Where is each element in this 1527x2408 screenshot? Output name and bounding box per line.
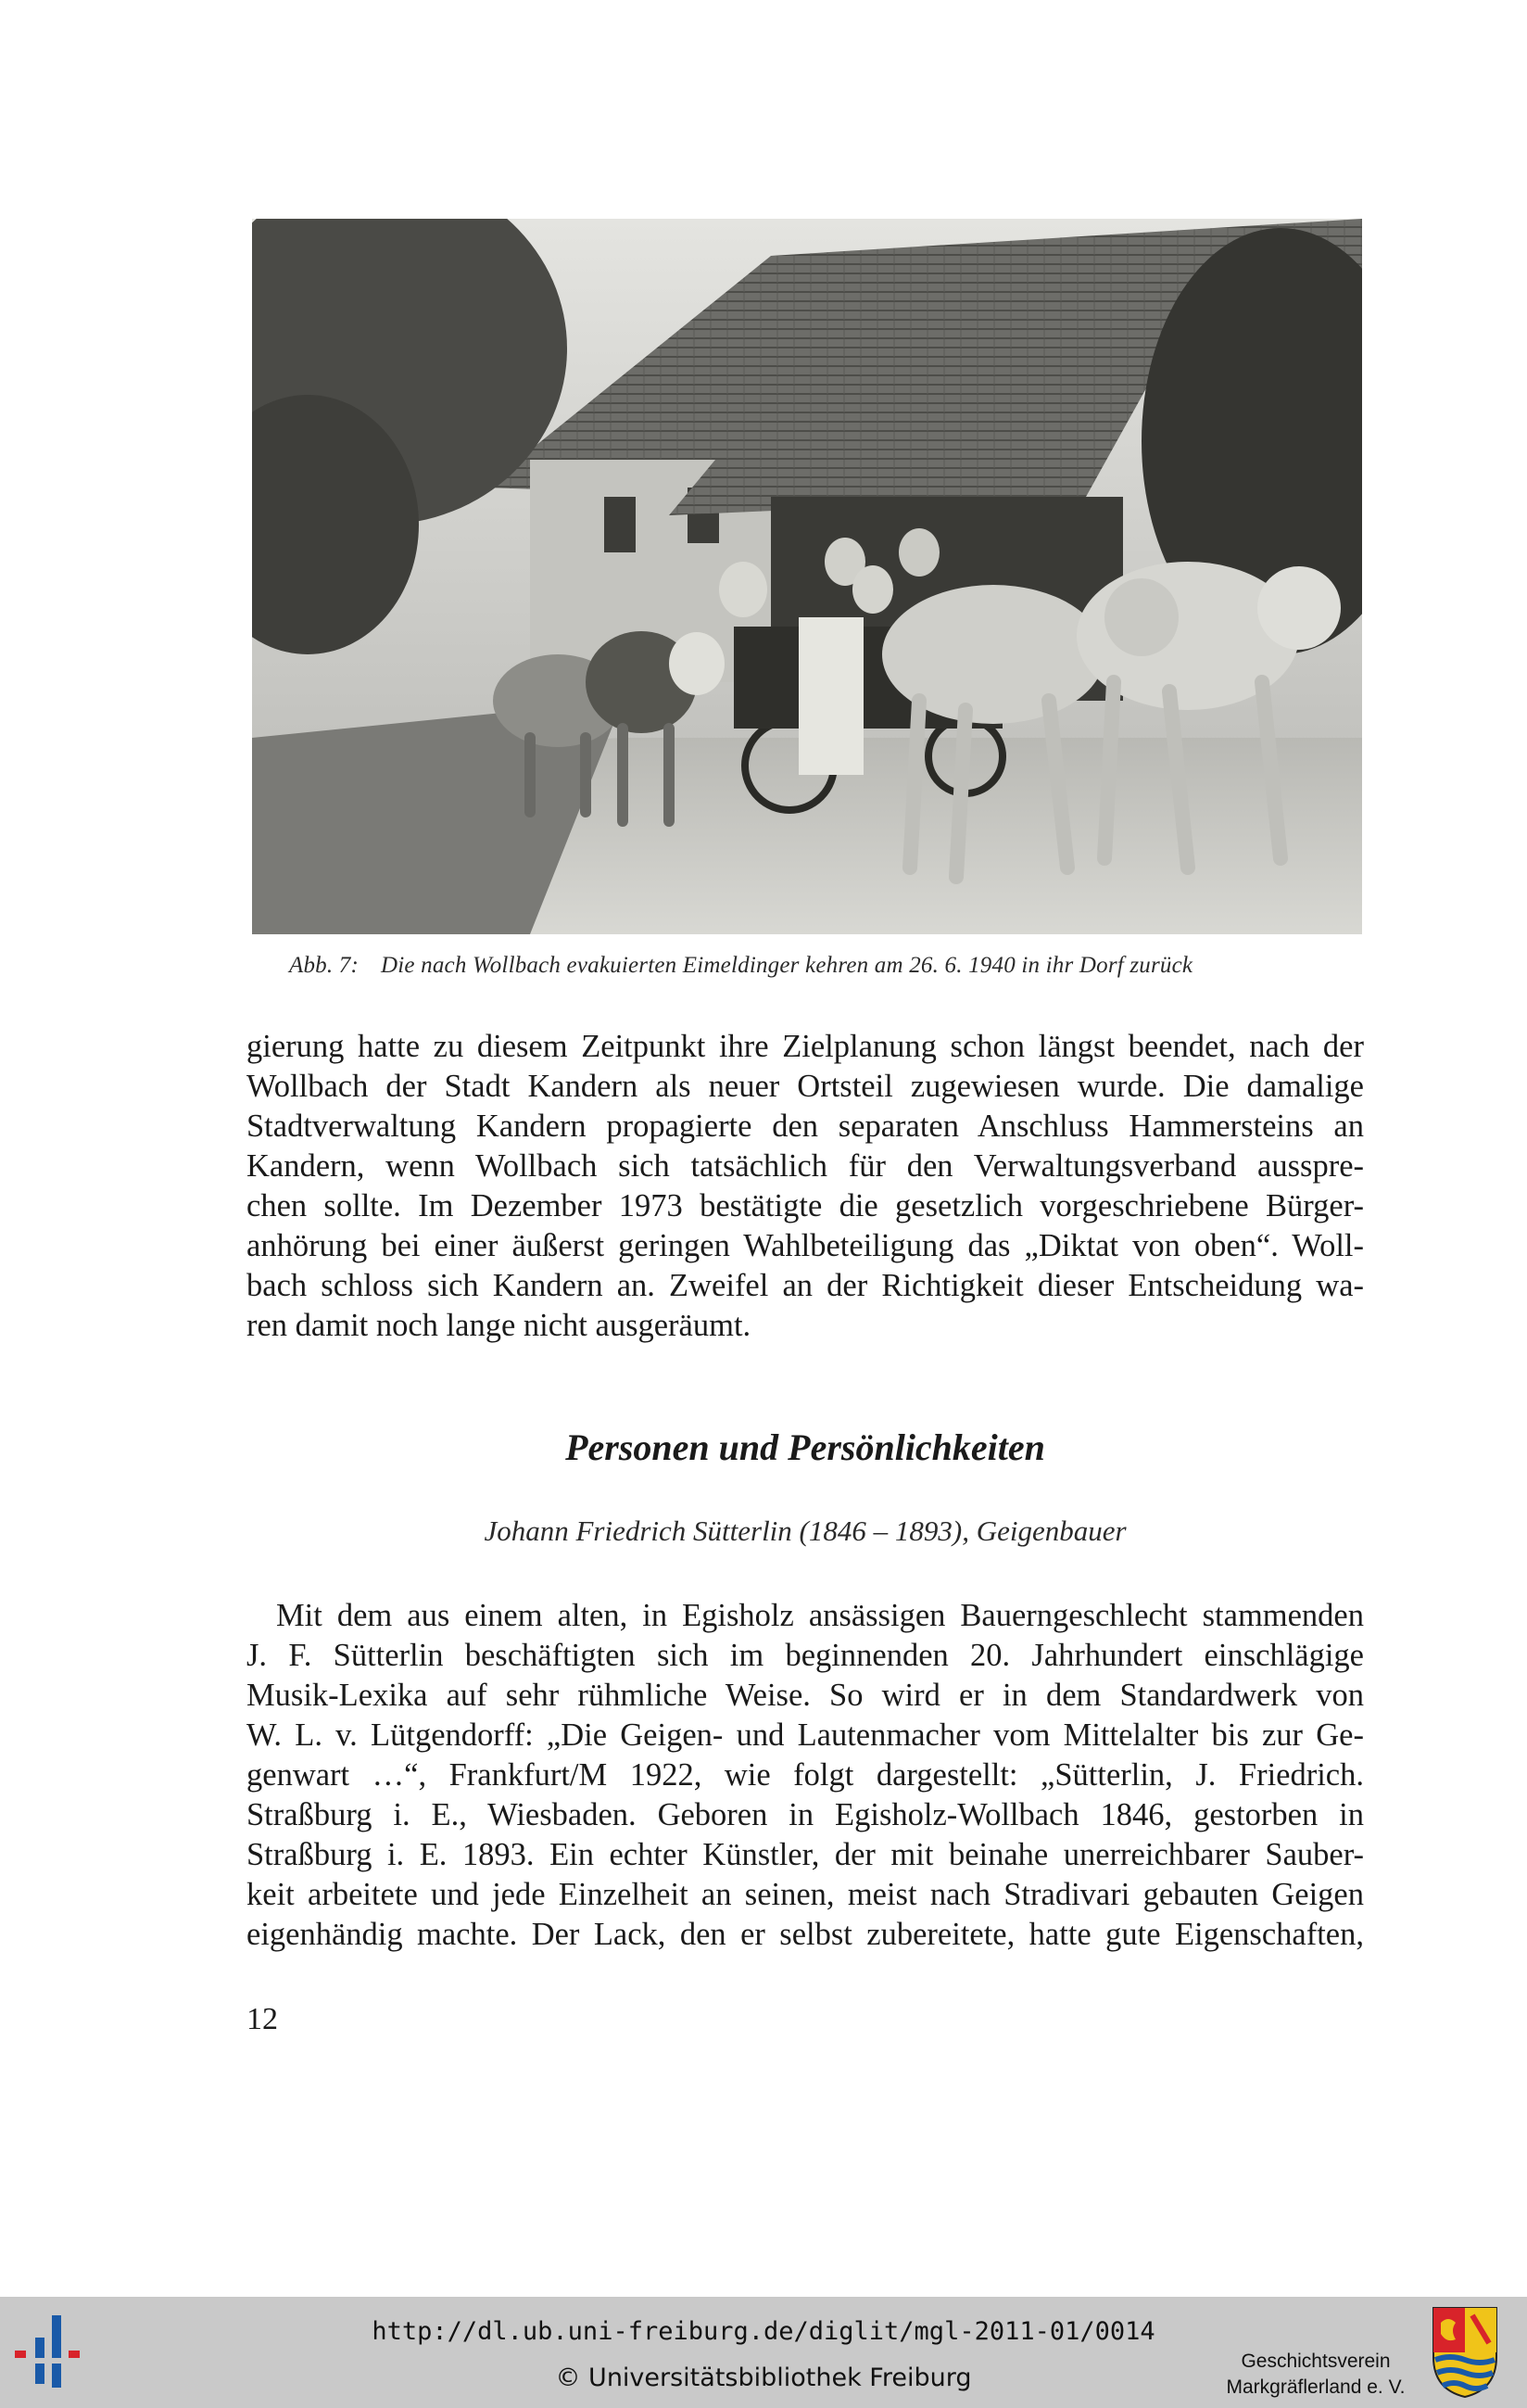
society-name	[1205, 2349, 1427, 2401]
text-line: Stadtverwaltung Kandern propagierte den separaten Anschluss Hammersteins an	[246, 1109, 1364, 1144]
paragraph-municipal-reform	[246, 1027, 1364, 1346]
text-line: Straßburg i. E., Wiesbaden. Geboren in Egisholz-Wollbach 1846, gestorben in	[246, 1797, 1364, 1832]
text-line: gierung hatte zu diesem Zeitpunkt ihre Zielplanung schon längst beendet, nach der	[246, 1029, 1364, 1064]
figure-caption-text: Die nach Wollbach evakuierten Eimeldinger kehren am 26. 6. 1940 in ihr Dorf zurück	[381, 953, 1193, 978]
figure-label: Abb. 7:	[289, 953, 359, 978]
photo-illustration	[252, 219, 1362, 934]
society-name-line1: Geschichtsverein	[1241, 2351, 1391, 2372]
coat-of-arms-icon	[1432, 2306, 1498, 2399]
copyright-notice: © Universitätsbibliothek Freiburg	[555, 2364, 972, 2392]
text-line: eigenhändig machte. Der Lack, den er selbst zubereitete, hatte gute Eigenschaften,	[246, 1917, 1364, 1952]
text-line: bach schloss sich Kandern an. Zweifel an der Richtigkeit dieser Entscheidung wa-	[246, 1268, 1364, 1303]
document-url-link[interactable]: http://dl.ub.uni-freiburg.de/diglit/mgl-2011-01/0014	[372, 2317, 1155, 2346]
historical-photo	[252, 219, 1362, 934]
text-line: chen sollte. Im Dezember 1973 bestätigte die gesetzlich vorgeschriebene Bürger-	[246, 1188, 1364, 1223]
page-number: 12	[246, 2002, 278, 2036]
text-line: genwart …“, Frankfurt/M 1922, wie folgt dargestellt: „Sütterlin, J. Friedrich.	[246, 1757, 1364, 1793]
text-line: Straßburg i. E. 1893. Ein echter Künstler, der mit beinahe unerreichbarer Sauber-	[246, 1837, 1364, 1872]
society-name-line2: Markgräflerland e. V.	[1226, 2376, 1406, 2398]
text-line: J. F. Sütterlin beschäftigten sich im beginnenden 20. Jahrhundert einschlägige	[246, 1638, 1364, 1673]
text-line: W. L. v. Lütgendorff: „Die Geigen- und Lautenmacher vom Mittelalter bis zur Ge-	[246, 1717, 1364, 1753]
paragraph-suetterlin	[246, 1596, 1364, 1955]
text-line: Musik-Lexika auf sehr rühmliche Weise. So wird er in dem Standardwerk von	[246, 1678, 1364, 1713]
text-line: Kandern, wenn Wollbach sich tatsächlich für den Verwaltungsverband ausspre-	[246, 1148, 1364, 1184]
text-line: Wollbach der Stadt Kandern als neuer Ortsteil zugewiesen wurde. Die damalige	[246, 1069, 1364, 1104]
figure-caption	[289, 953, 1355, 979]
text-line: ren damit noch lange nicht ausgeräumt.	[246, 1308, 751, 1343]
section-heading: Personen und Persönlichkeiten	[565, 1426, 1045, 1468]
text-line: Mit dem aus einem alten, in Egisholz ansässigen Bauerngeschlecht stammenden	[276, 1598, 1364, 1633]
section-subheading: Johann Friedrich Sütterlin (1846 – 1893), Geigenbauer	[484, 1515, 1127, 1547]
text-line: anhörung bei einer äußerst geringen Wahlbeteiligung das „Diktat von oben“. Woll-	[246, 1228, 1364, 1263]
text-line: keit arbeitete und jede Einzelheit an seinen, meist nach Stradivari gebauten Geigen	[246, 1877, 1364, 1912]
